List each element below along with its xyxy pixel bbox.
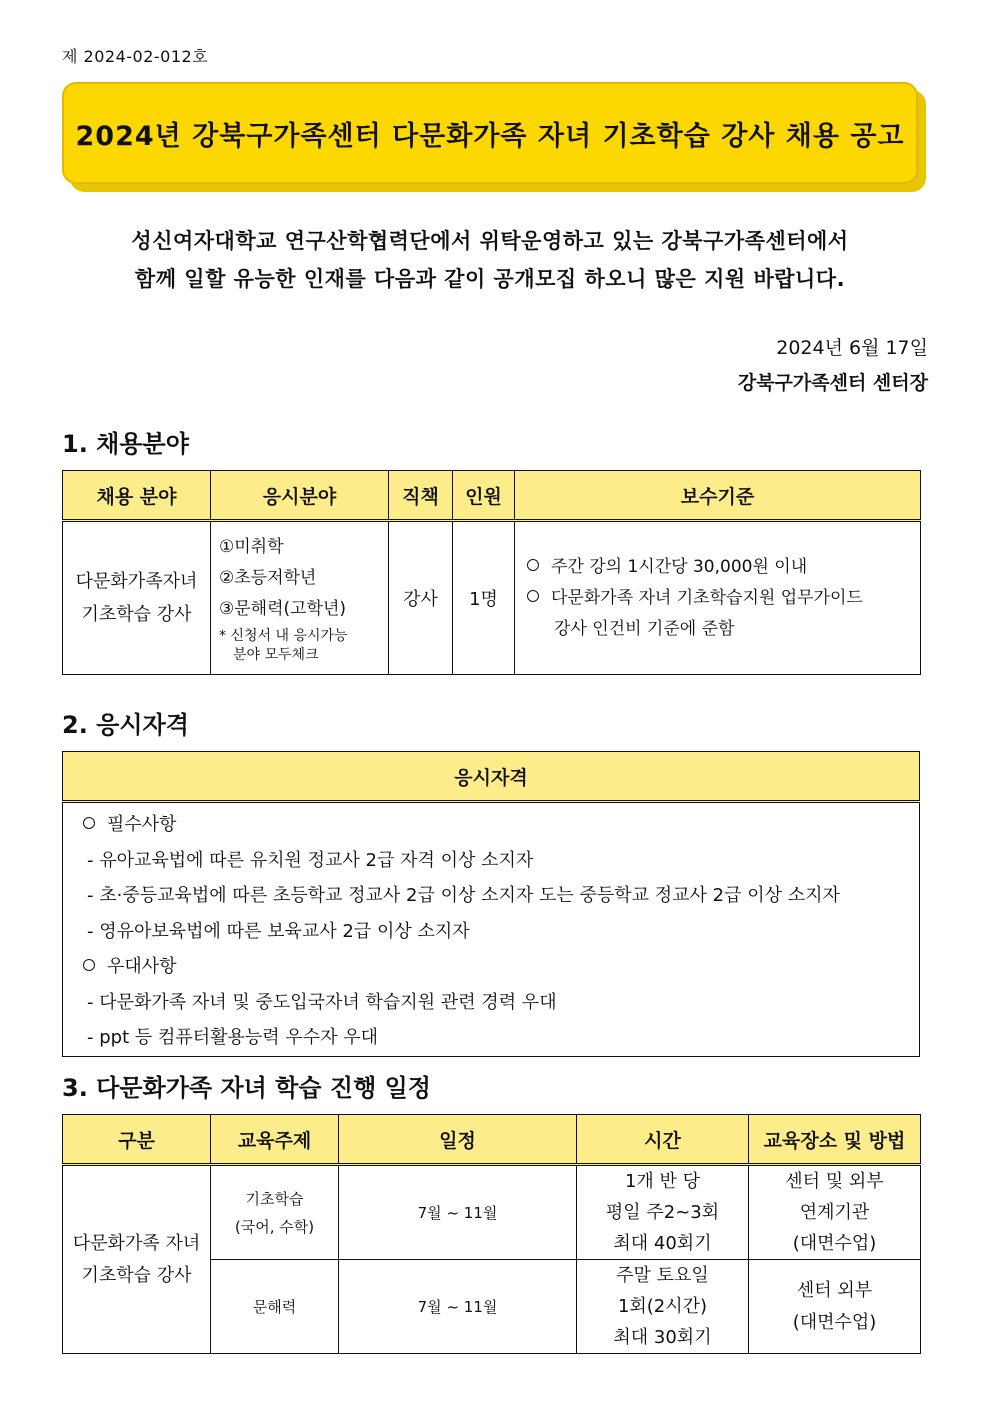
field-line-2: 기초학습 강사 [81, 604, 192, 625]
place-cell [749, 1260, 921, 1354]
pay-line-3: 강사 인건비 기준에 준함 [554, 618, 735, 639]
section-2-heading: 2. 응시자격 [62, 711, 189, 739]
place-line-1: 센터 및 외부 [785, 1171, 884, 1192]
page-title: 2024년 강북구가족센터 다문화가족 자녀 기초학습 강사 채용 공고 [62, 82, 918, 184]
preferred-item-2: - ppt 등 컴퓨터활용능력 우수자 우대 [87, 1027, 379, 1048]
topic-line-1: 기초학습 [245, 1189, 304, 1208]
category-line-2: 기초학습 강사 [81, 1264, 192, 1286]
apply-field-1: ①미취학 [219, 536, 284, 557]
time-cell [577, 1165, 749, 1260]
place-line-2: 연계기관 [799, 1202, 870, 1223]
pay-line-2: 다문화가족 자녀 기초학습지원 업무가이드 [527, 583, 920, 614]
place-line-1: 센터 외부 [796, 1279, 873, 1301]
col-header-field: 채용 분야 [63, 471, 211, 521]
col-header-time: 시간 [577, 1115, 749, 1165]
col-header-schedule: 일정 [339, 1115, 577, 1165]
place-cell [749, 1165, 921, 1260]
circle-bullet-icon [83, 817, 95, 829]
apply-field-2: ②초등저학년 [219, 567, 317, 588]
apply-note-line-1: * 신청서 내 응시가능 [219, 627, 348, 644]
col-header-count: 인원 [453, 471, 515, 521]
circle-bullet-icon [527, 559, 539, 571]
col-header-position: 직책 [389, 471, 453, 521]
topic-cell [211, 1165, 339, 1260]
col-header-topic: 교육주제 [211, 1115, 339, 1165]
preferred-item-1: - 다문화가족 자녀 및 중도입국자녀 학습지원 관련 경력 우대 [87, 991, 557, 1013]
circle-bullet-icon [527, 590, 539, 602]
signature: 강북구가족센터 센터장 [737, 372, 928, 394]
title-banner [62, 82, 928, 194]
position-cell: 강사 [389, 521, 453, 675]
apply-fields-cell [211, 521, 389, 675]
schedule-cell: 7월 ~ 11월 [339, 1260, 577, 1354]
time-line-1: 주말 토요일 [616, 1265, 709, 1286]
preferred-title: 우대사항 [83, 949, 919, 985]
time-cell [577, 1260, 749, 1354]
time-line-3: 최대 30회기 [613, 1327, 712, 1348]
topic-line-2: (국어, 수학) [234, 1217, 315, 1236]
col-header-apply: 응시분야 [211, 471, 389, 521]
category-cell [63, 1165, 211, 1354]
schedule-table [62, 1114, 921, 1354]
required-item-3: - 영유아보육법에 따른 보육교사 2급 이상 소지자 [87, 920, 470, 942]
recruit-field-cell [63, 521, 211, 675]
topic-cell: 문해력 [211, 1260, 339, 1354]
col-header-place: 교육장소 및 방법 [749, 1115, 921, 1165]
time-line-2: 평일 주2~3회 [605, 1202, 720, 1223]
intro-text [62, 222, 918, 298]
document-number: 제 2024-02-012호 [62, 47, 209, 66]
intro-line-1: 성신여자대학교 연구산학협력단에서 위탁운영하고 있는 강북구가족센터에서 [131, 229, 849, 253]
time-line-3: 최대 40회기 [613, 1233, 712, 1254]
apply-note-line-2: 분야 모두체크 [233, 646, 319, 663]
table-row [63, 1165, 921, 1260]
required-title: 필수사항 [83, 807, 919, 843]
recruitment-table [62, 470, 921, 675]
pay-line-1: 주간 강의 1시간당 30,000원 이내 [527, 552, 920, 583]
time-line-2: 1회(2시간) [617, 1296, 708, 1317]
category-line-1: 다문화가족 자녀 [72, 1232, 201, 1254]
apply-field-3: ③문해력(고학년) [219, 598, 347, 619]
time-line-1: 1개 반 당 [624, 1171, 701, 1192]
apply-note [219, 627, 388, 665]
qualification-body [63, 802, 920, 1057]
section-3-heading: 3. 다문화가족 자녀 학습 진행 일정 [62, 1074, 431, 1102]
required-item-2: - 초·중등교육법에 따른 초등학교 정교사 2급 이상 소지자 도는 중등학교 정교사 2급 이상 소지자 [87, 885, 840, 906]
circle-bullet-icon [83, 959, 95, 971]
required-item-1: - 유아교육법에 따른 유치원 정교사 2급 자격 이상 소지자 [87, 849, 534, 871]
col-header-category: 구분 [63, 1115, 211, 1165]
place-line-3: (대면수업) [792, 1233, 877, 1254]
field-line-1: 다문화가족자녀 [75, 571, 198, 592]
count-cell: 1명 [453, 521, 515, 675]
intro-line-2: 함께 일할 유능한 인재를 다음과 같이 공개모집 하오니 많은 지원 바랍니다. [134, 267, 846, 291]
qualification-table [62, 751, 920, 1057]
section-1-heading: 1. 채용분야 [62, 430, 189, 458]
qualification-header: 응시자격 [63, 752, 920, 802]
place-line-2: (대면수업) [792, 1311, 877, 1333]
pay-cell [515, 521, 921, 675]
schedule-cell: 7월 ~ 11월 [339, 1165, 577, 1260]
col-header-pay: 보수기준 [515, 471, 921, 521]
announcement-date: 2024년 6월 17일 [776, 337, 928, 359]
